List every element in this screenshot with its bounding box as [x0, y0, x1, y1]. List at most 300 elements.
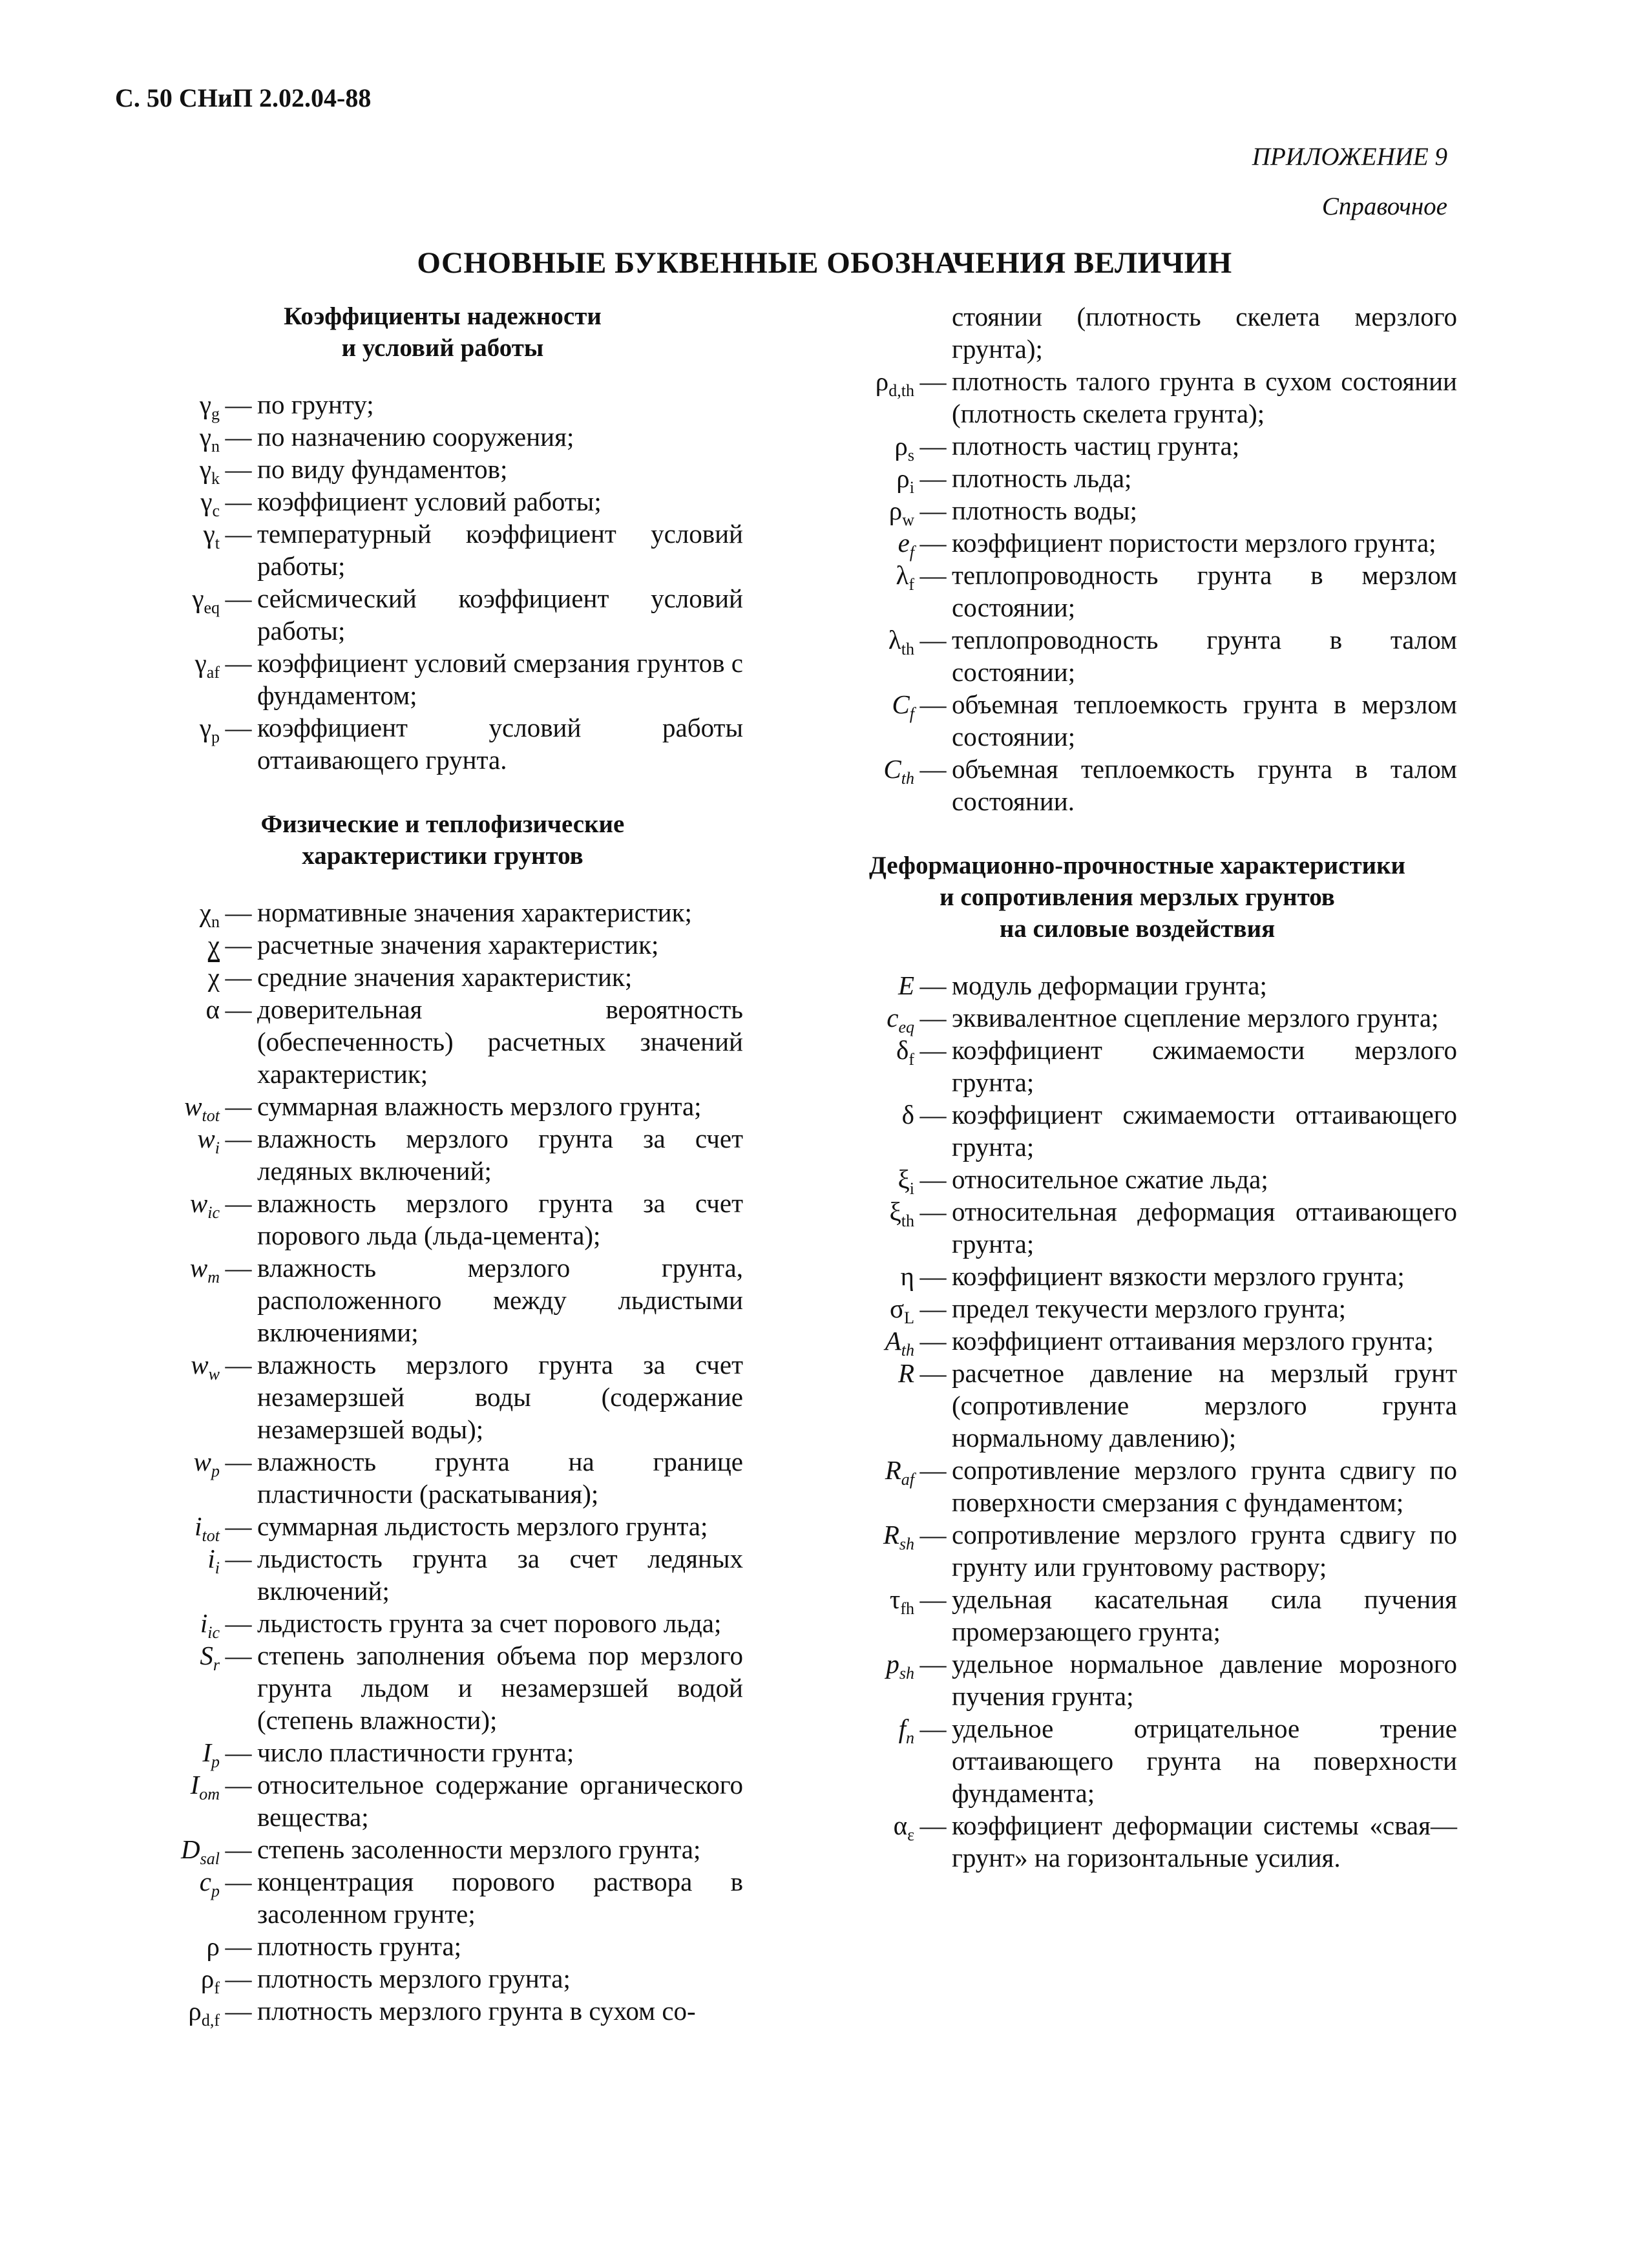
symbol: [123, 388, 220, 421]
definition-text: влажность мерзлого грунта, расположенного между льдистыми включениями;: [257, 1253, 743, 1347]
symbol: [123, 1122, 220, 1155]
symbol-definition: [817, 1260, 1457, 1292]
symbol-base: w: [189, 1253, 208, 1283]
symbol-definition: [123, 647, 743, 711]
symbol-base: R: [898, 1358, 914, 1388]
symbol: [817, 430, 914, 465]
symbol-subscript: c: [212, 501, 220, 520]
symbol-subscript: sal: [200, 1849, 220, 1868]
symbol-definition: [123, 1510, 743, 1545]
definition-text: коэффициент пористости мерзлого грунта;: [952, 528, 1436, 558]
symbol-subscript: th: [901, 1341, 914, 1360]
symbol: [123, 896, 220, 929]
definition-text: сопротивление мерзлого грунта сдвигу по поверхности смерзания с фундаментом;: [952, 1455, 1457, 1517]
section-title-line: характеристики грунтов: [302, 842, 583, 870]
definition-text: плотность мерзлого грунта;: [257, 1964, 571, 1993]
symbol-subscript: m: [207, 1268, 220, 1286]
symbol-subscript: f: [909, 1050, 914, 1069]
symbol: [817, 1163, 914, 1198]
em-dash: —: [225, 583, 252, 613]
definition-text: плотность частиц грунта;: [952, 431, 1240, 461]
definition-text: число пластичности грунта;: [257, 1738, 574, 1767]
symbol: [817, 1648, 914, 1683]
symbol: [817, 527, 914, 562]
symbol: [817, 624, 914, 656]
page-reference: С. 50 СНиП 2.02.04-88: [115, 83, 372, 112]
definition-text: коэффициент условий работы оттаивающего грунта.: [257, 713, 743, 775]
em-dash: —: [225, 1253, 252, 1283]
symbol-subscript: n: [906, 1728, 914, 1747]
symbol-definition: [123, 1865, 743, 1930]
em-dash: —: [919, 496, 947, 525]
symbol-base: ρ: [875, 366, 889, 396]
symbol: [817, 1712, 914, 1745]
symbol-subscript: i: [215, 1559, 220, 1577]
em-dash: —: [225, 1641, 252, 1670]
em-dash: —: [225, 1511, 252, 1541]
em-dash: —: [919, 1358, 947, 1388]
symbol: [817, 1292, 914, 1325]
symbol-definition: [123, 1122, 743, 1187]
symbol-definition: [123, 582, 743, 647]
definition-text: плотность воды;: [952, 496, 1137, 525]
symbol-definition: [123, 1542, 743, 1607]
symbol-subscript: ε: [907, 1825, 914, 1844]
symbol: [123, 1252, 220, 1284]
symbol-definition: [123, 711, 743, 776]
definition-text: относительная деформация оттаивающего грунта;: [952, 1197, 1457, 1259]
section-title-line: на силовые воздействия: [999, 915, 1276, 943]
symbol-base: D: [181, 1834, 200, 1864]
symbol-base: w: [193, 1447, 211, 1476]
symbol: [123, 929, 220, 961]
symbol-base: c: [887, 1003, 899, 1033]
definition-text: удельное нормальное давление морозного пучения грунта;: [952, 1649, 1457, 1711]
symbol: [123, 1833, 220, 1868]
em-dash: —: [919, 1003, 947, 1033]
symbol: [123, 1510, 220, 1545]
symbol-subscript: t: [215, 534, 220, 552]
symbol-definition: [123, 929, 743, 961]
em-dash: —: [919, 625, 947, 655]
definition-text: коэффициент вязкости мерзлого грунта;: [952, 1261, 1405, 1291]
definition-text: нормативные значения характеристик;: [257, 898, 692, 927]
definition-text: предел текучести мерзлого грунта;: [952, 1294, 1347, 1323]
definition-text: коэффициент деформации системы «свая—грунт» на горизонтальные усилия.: [952, 1811, 1457, 1873]
definition-text: плотность льда;: [952, 463, 1132, 493]
section-title-line: Деформационно-прочностные характеристики: [868, 852, 1406, 879]
symbol-subscript: f: [909, 704, 914, 723]
symbol-definition: [123, 1962, 743, 1995]
symbol-base: γ: [199, 713, 211, 742]
em-dash: —: [225, 898, 252, 927]
definition-text: коэффициент условий смерзания грунтов с фундаментом;: [257, 648, 743, 710]
definition-text: плотность мерзлого грунта в сухом со-: [257, 1996, 696, 2026]
definition-text: степень засоленности мерзлого грунта;: [257, 1834, 701, 1864]
symbol-definition: [817, 365, 1457, 430]
symbol-subscript: s: [907, 446, 914, 465]
symbol: [817, 1002, 914, 1034]
deformation-characteristics-list: [817, 969, 1457, 1874]
symbol-definition: [817, 462, 1457, 497]
definition-text: модуль деформации грунта;: [952, 971, 1267, 1000]
em-dash: —: [919, 1100, 947, 1129]
symbol: [123, 1736, 220, 1769]
symbol: [123, 1995, 220, 2030]
symbol-subscript: ic: [207, 1623, 220, 1642]
em-dash: —: [919, 1584, 947, 1614]
symbol-definition: [817, 1163, 1457, 1198]
symbol-subscript: af: [901, 1470, 914, 1489]
symbol-base: χ: [199, 898, 211, 927]
symbol-base: γ: [200, 487, 213, 516]
symbol-definition: [817, 1712, 1457, 1809]
symbol-definition: [123, 421, 743, 456]
symbol-subscript: tot: [202, 1106, 220, 1125]
symbol-base: I: [202, 1738, 211, 1767]
symbol-subscript: eq: [898, 1018, 914, 1036]
symbol-base: S: [200, 1641, 213, 1670]
definition-text: по виду фундаментов;: [257, 454, 508, 484]
definition-text: льдистость грунта за счет порового льда;: [257, 1608, 722, 1638]
section-title-line: и условий работы: [341, 334, 544, 362]
symbol-base: δ: [896, 1035, 909, 1065]
em-dash: —: [225, 1964, 252, 1993]
definition-text: льдистость грунта за счет ледяных включений;: [257, 1544, 743, 1606]
em-dash: —: [225, 1770, 252, 1800]
symbol-subscript: sh: [899, 1664, 914, 1683]
em-dash: —: [919, 463, 947, 493]
symbol-subscript: f: [909, 543, 914, 562]
symbol-definition: [817, 624, 1457, 688]
em-dash: —: [225, 1996, 252, 2026]
symbol-base: $\overline{\chi}$: [207, 962, 220, 992]
symbol-subscript: i: [215, 1139, 220, 1157]
definition-text: суммарная влажность мерзлого грунта;: [257, 1091, 702, 1121]
symbol-definition: [817, 753, 1457, 817]
em-dash: —: [225, 1350, 252, 1380]
symbol-definition: [123, 1995, 743, 2030]
symbol-definition: [817, 1357, 1457, 1454]
symbol-definition: [817, 1648, 1457, 1712]
physical-characteristics-list-continued: [817, 365, 1457, 817]
definition-text: средние значения характеристик;: [257, 962, 633, 992]
symbol-base: λ: [888, 625, 901, 655]
symbol-base: γ: [199, 454, 211, 484]
symbol-subscript: th: [901, 769, 914, 788]
symbol: [817, 1325, 914, 1360]
em-dash: —: [225, 519, 252, 549]
symbol-base: f: [898, 1714, 906, 1743]
symbol-definition: [817, 1583, 1457, 1648]
symbol: [817, 1357, 914, 1389]
em-dash: —: [919, 1326, 947, 1356]
symbol-subscript: n: [211, 912, 220, 931]
page-title: ОСНОВНЫЕ БУКВЕННЫЕ ОБОЗНАЧЕНИЯ ВЕЛИЧИН: [417, 246, 1232, 280]
definition-text: расчетное давление на мерзлый грунт (сопротивление мерзлого грунта нормальному давлению);: [952, 1358, 1457, 1453]
symbol-base: σ: [890, 1294, 905, 1323]
definition-text: влажность грунта на границе пластичности (раскатывания);: [257, 1447, 743, 1509]
symbol-definition: [817, 1518, 1457, 1583]
em-dash: —: [919, 689, 947, 719]
symbol-base: γ: [199, 390, 211, 419]
definition-text: суммарная льдистость мерзлого грунта;: [257, 1511, 708, 1541]
right-column: [817, 300, 1457, 1874]
symbol: [123, 518, 220, 550]
symbol-base: i: [200, 1608, 208, 1638]
continued-text: стоянии (плотность скелета мерзлого грунта);: [952, 302, 1457, 364]
definition-text: коэффициент сжимаемости оттаивающего грунта;: [952, 1100, 1457, 1162]
em-dash: —: [225, 1931, 252, 1961]
definition-text: по назначению сооружения;: [257, 422, 574, 452]
definition-text: влажность мерзлого грунта за счет ледяных включений;: [257, 1124, 743, 1186]
symbol-definition: [817, 1098, 1457, 1163]
symbol: [817, 1583, 914, 1618]
symbol-base: ρ: [896, 463, 910, 493]
symbol: [817, 753, 914, 788]
symbol-definition: [123, 518, 743, 582]
symbol: [123, 711, 220, 744]
symbol-definition: [123, 896, 743, 929]
symbol-definition: [123, 1349, 743, 1445]
definition-text: сопротивление мерзлого грунта сдвигу по грунту или грунтовому раствору;: [952, 1520, 1457, 1582]
definition-text: коэффициент оттаивания мерзлого грунта;: [952, 1326, 1434, 1356]
symbol-subscript: eq: [204, 598, 220, 617]
em-dash: —: [919, 366, 947, 396]
symbol: [817, 1454, 914, 1489]
em-dash: —: [225, 1091, 252, 1121]
symbol-subscript: d,th: [888, 381, 914, 400]
symbol-subscript: fh: [900, 1599, 914, 1618]
em-dash: —: [225, 1447, 252, 1476]
symbol-base: C: [883, 754, 901, 784]
symbol-definition: [123, 1090, 743, 1125]
symbol-definition: [817, 1809, 1457, 1874]
symbol-base: w: [189, 1188, 208, 1218]
left-column: [123, 300, 743, 2030]
symbol-base: ρ: [206, 1931, 220, 1961]
symbol-definition: [817, 1454, 1457, 1518]
symbol-base: R: [883, 1520, 899, 1549]
definition-text: расчетные значения характеристик;: [257, 930, 659, 960]
symbol-definition: [123, 1833, 743, 1868]
symbol-base: i: [194, 1511, 202, 1541]
em-dash: —: [225, 994, 252, 1024]
symbol-base: w: [197, 1124, 215, 1153]
symbol-definition: [123, 1736, 743, 1769]
em-dash: —: [225, 930, 252, 960]
symbol-subscript: L: [904, 1308, 914, 1327]
definition-text: плотность грунта;: [257, 1931, 462, 1961]
symbol-subscript: k: [211, 469, 220, 488]
symbol-definition: [817, 1195, 1457, 1260]
definition-text: доверительная вероятность (обеспеченность) расчетных значений характеристик;: [257, 994, 743, 1089]
symbol-base: ρ: [200, 1964, 215, 1993]
definition-text: сейсмический коэффициент условий работы;: [257, 583, 743, 646]
symbol-base: w: [184, 1091, 202, 1121]
symbol-subscript: w: [208, 1365, 220, 1383]
symbol-base: τ: [889, 1584, 901, 1614]
symbol-definition: [817, 559, 1457, 624]
symbol-base: ξ: [898, 1164, 910, 1194]
symbol: [123, 1542, 220, 1575]
symbol-definition: [123, 1607, 743, 1642]
symbol: [123, 1187, 220, 1222]
em-dash: —: [919, 1811, 947, 1840]
symbol: [123, 582, 220, 617]
symbol-definition: [817, 430, 1457, 465]
symbol-base: χ: [207, 930, 220, 960]
definition-text: концентрация порового раствора в засоленном грунте;: [257, 1867, 743, 1929]
symbol-definition: [817, 1002, 1457, 1034]
symbol: [817, 688, 914, 723]
symbol-definition: [123, 1769, 743, 1833]
definition-text: удельная касательная сила пучения промерзающего грунта;: [952, 1584, 1457, 1646]
symbol-subscript: i: [909, 1179, 914, 1198]
symbol: [817, 494, 914, 527]
definition-text: степень заполнения объема пор мерзлого грунта льдом и незамерзшей водой (степень влажности);: [257, 1641, 743, 1735]
symbol-subscript: i: [909, 478, 914, 497]
em-dash: —: [225, 648, 252, 678]
definition-text: влажность мерзлого грунта за счет незамерзшей воды (содержание незамерзшей воды);: [257, 1350, 743, 1444]
em-dash: —: [919, 1261, 947, 1291]
symbol-definition: [817, 1325, 1457, 1360]
symbol-definition: [123, 961, 743, 993]
section-title-deformation: [817, 850, 1457, 945]
symbol-subscript: g: [211, 404, 220, 423]
definition-text: объемная теплоемкость грунта в мерзлом состоянии;: [952, 689, 1457, 751]
symbol: [123, 1607, 220, 1642]
definition-text: объемная теплоемкость грунта в талом состоянии.: [952, 754, 1457, 816]
symbol-definition: [817, 969, 1457, 1002]
symbol-subscript: om: [199, 1785, 220, 1803]
em-dash: —: [919, 1714, 947, 1743]
symbol: [123, 1445, 220, 1478]
definition-text: по грунту;: [257, 390, 374, 419]
section-title-line: и сопротивления мерзлых грунтов: [940, 883, 1335, 911]
em-dash: —: [919, 1294, 947, 1323]
symbol-subscript: ic: [207, 1203, 220, 1222]
symbol-definition: [123, 1930, 743, 1962]
definition-text: влажность мерзлого грунта за счет порового льда (льда-цемента);: [257, 1188, 743, 1250]
symbol-subscript: p: [211, 1462, 220, 1480]
symbol-base: α: [205, 994, 220, 1024]
symbol-subscript: f: [909, 575, 914, 594]
symbol: [123, 1930, 220, 1962]
em-dash: —: [919, 1035, 947, 1065]
symbol-subscript: th: [901, 1212, 914, 1230]
symbol-base: α: [893, 1811, 908, 1840]
symbol-base: ρ: [188, 1996, 202, 2026]
symbol: [123, 1349, 220, 1381]
section-title-line: Физические и теплофизические: [260, 810, 625, 838]
definition-text: относительное содержание органического вещества;: [257, 1770, 743, 1832]
em-dash: —: [225, 1608, 252, 1638]
symbol-base: γ: [203, 519, 215, 549]
symbol: [123, 1639, 220, 1672]
symbol: [123, 1962, 220, 1995]
symbol-base: e: [898, 528, 910, 558]
symbol: [817, 365, 914, 400]
em-dash: —: [225, 422, 252, 452]
symbol-subscript: d,f: [201, 2011, 220, 2030]
em-dash: —: [919, 1164, 947, 1194]
em-dash: —: [919, 528, 947, 558]
section-title-line: Коэффициенты надежности: [284, 302, 602, 330]
symbol: [817, 1518, 914, 1551]
symbol: [123, 1769, 220, 1801]
em-dash: —: [225, 1867, 252, 1896]
symbol-definition: [123, 388, 743, 421]
reliability-coefficients-list: [123, 388, 743, 776]
symbol-definition: [123, 1639, 743, 1736]
em-dash: —: [919, 560, 947, 590]
symbol-base: ρ: [894, 431, 908, 461]
symbol-base: p: [886, 1649, 899, 1679]
definition-text: относительное сжатие льда;: [952, 1164, 1268, 1194]
symbol-definition: [123, 1445, 743, 1510]
definition-text: удельное отрицательное трение оттаивающего грунта на поверхности фундамента;: [952, 1714, 1457, 1808]
symbol-base: λ: [896, 560, 909, 590]
symbol: [123, 485, 220, 518]
definition-text: эквивалентное сцепление мерзлого грунта;: [952, 1003, 1439, 1033]
definition-text: теплопроводность грунта в талом состоянии;: [952, 625, 1457, 687]
symbol-definition: [123, 453, 743, 488]
symbol: [817, 1260, 914, 1292]
symbol-subscript: sh: [899, 1535, 914, 1553]
em-dash: —: [919, 1520, 947, 1549]
definition-text: температурный коэффициент условий работы;: [257, 519, 743, 581]
symbol: [817, 1195, 914, 1228]
symbol-base: η: [900, 1261, 914, 1291]
symbol-subscript: p: [211, 1882, 220, 1900]
symbol-subscript: w: [902, 510, 914, 529]
symbol: [817, 1809, 914, 1842]
symbol: [123, 1865, 220, 1898]
em-dash: —: [225, 390, 252, 419]
symbol: [817, 969, 914, 1002]
appendix-label: ПРИЛОЖЕНИЕ 9: [1252, 143, 1447, 171]
symbol-base: I: [190, 1770, 200, 1800]
symbol-definition: [817, 527, 1457, 562]
symbol-base: γ: [199, 422, 211, 452]
symbol-definition: [123, 485, 743, 518]
symbol-subscript: tot: [202, 1526, 220, 1545]
em-dash: —: [919, 971, 947, 1000]
section-title-physical: [123, 808, 743, 872]
symbol-subscript: n: [211, 437, 220, 456]
em-dash: —: [919, 1649, 947, 1679]
physical-characteristics-list: [123, 896, 743, 2030]
symbol-base: R: [885, 1455, 901, 1485]
symbol: [123, 453, 220, 488]
em-dash: —: [225, 487, 252, 516]
symbol: [123, 961, 220, 993]
definition-text: коэффициент сжимаемости мерзлого грунта;: [952, 1035, 1457, 1097]
em-dash: —: [225, 1544, 252, 1573]
section-title-reliability: [123, 300, 743, 364]
definition-text: плотность талого грунта в сухом состоянии (плотность скелета грунта);: [952, 366, 1457, 428]
symbol-base: γ: [194, 648, 207, 678]
symbol-definition: [817, 1034, 1457, 1098]
symbol-base: ξ: [889, 1197, 901, 1226]
symbol: [817, 559, 914, 594]
definition-text: теплопроводность грунта в мерзлом состоянии;: [952, 560, 1457, 622]
symbol-definition: [123, 1252, 743, 1349]
symbol-definition: [123, 1187, 743, 1252]
symbol-subscript: p: [211, 1752, 220, 1771]
symbol-base: i: [207, 1544, 215, 1573]
